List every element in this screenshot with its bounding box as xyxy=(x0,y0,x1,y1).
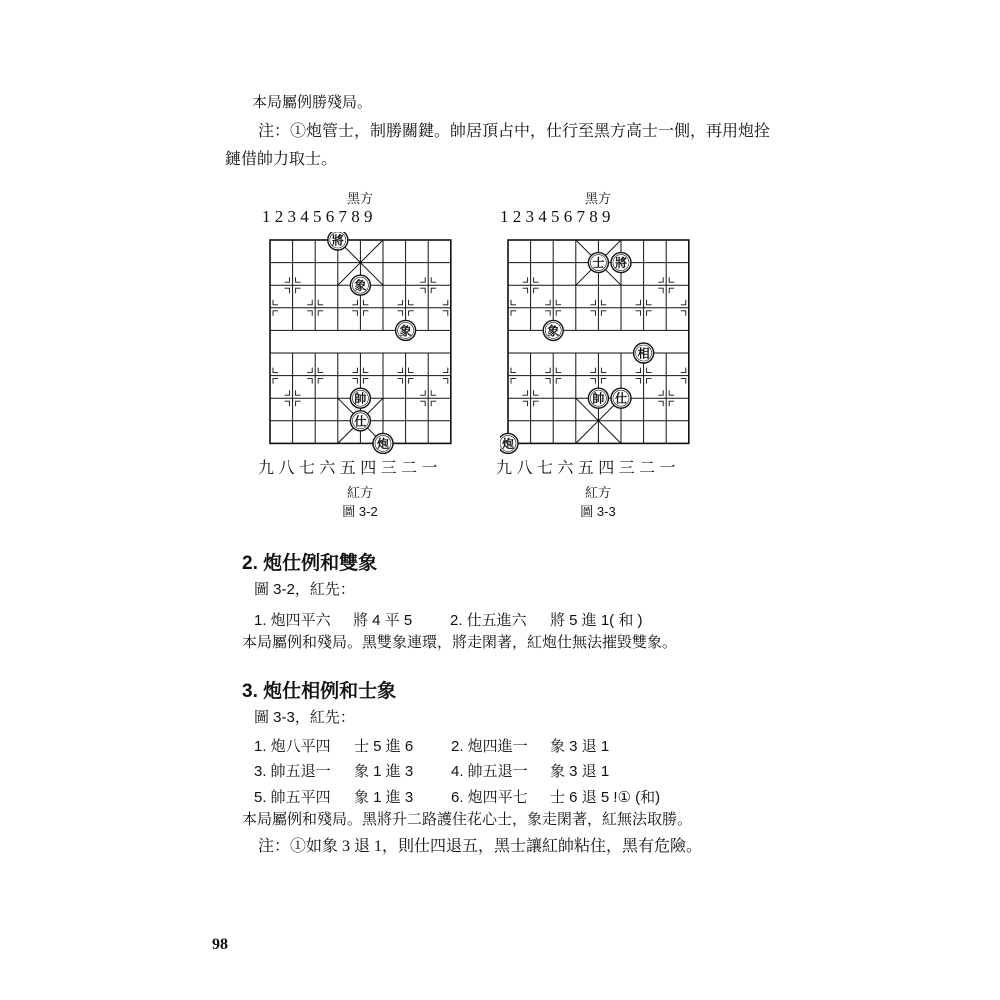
piece-black xyxy=(543,320,563,340)
s3-move-r1a: 1. 炮八平四 xyxy=(254,738,331,755)
piece-label: 炮 xyxy=(376,436,390,451)
piece-label: 將 xyxy=(331,233,344,248)
piece-label: 炮 xyxy=(501,436,515,451)
xiangqi-board-fig1 xyxy=(262,232,458,454)
piece-red xyxy=(588,388,608,408)
s2-move-1b: 將 4 平 5 xyxy=(353,612,413,629)
piece-label: 帥 xyxy=(354,391,367,406)
section2-heading: 2. 炮仕例和雙象 xyxy=(242,553,378,574)
piece-black xyxy=(588,253,608,273)
intro-note-line1: 注：①炮管士，制勝關鍵。帥居頂占中，仕行至黑方高士一側，再用炮拴 xyxy=(258,123,771,140)
piece-black xyxy=(611,253,631,273)
s3-move-r2b: 象 1 進 3 xyxy=(354,763,414,780)
s3-move-r2d: 象 3 退 1 xyxy=(550,763,610,780)
piece-red xyxy=(500,433,518,453)
intro-note-line2: 鏈借帥力取士。 xyxy=(225,151,338,168)
s3-move-r1b: 士 5 進 6 xyxy=(354,738,414,755)
fig1-top-numbers: 1 2 3 4 5 6 7 8 9 xyxy=(262,207,373,226)
s3-move-r3c: 6. 炮四平七 xyxy=(451,789,528,806)
fig1-bottom-label: 紅方 xyxy=(346,485,373,500)
piece-red xyxy=(373,433,393,453)
fig2-top-label: 黑方 xyxy=(584,191,611,206)
s3-move-r3d: 士 6 退 5 !① (和) xyxy=(550,789,661,806)
piece-label: 象 xyxy=(547,323,560,338)
piece-red xyxy=(350,411,370,431)
piece-red xyxy=(350,388,370,408)
fig1-caption: 圖 3-2 xyxy=(342,504,378,519)
s3-move-r2c: 4. 帥五退一 xyxy=(451,763,528,780)
page-number: 98 xyxy=(212,936,228,953)
piece-label: 仕 xyxy=(614,391,628,406)
piece-label: 帥 xyxy=(592,391,605,406)
piece-red xyxy=(634,343,654,363)
section3-note: 注：①如象 3 退 1，則仕四退五，黑士讓紅帥粘住，黑有危險。 xyxy=(258,838,703,855)
s2-move-2b: 將 5 進 1( 和 ) xyxy=(550,612,643,629)
intro-line: 本局屬例勝殘局。 xyxy=(252,94,373,111)
fig2-top-numbers: 1 2 3 4 5 6 7 8 9 xyxy=(500,207,611,226)
fig2-bottom-label: 紅方 xyxy=(584,485,611,500)
section3-heading: 3. 炮仕相例和士象 xyxy=(242,681,397,702)
piece-black xyxy=(350,275,370,295)
piece-red xyxy=(611,388,631,408)
piece-label: 士 xyxy=(592,256,605,271)
s2-move-2a: 2. 仕五進六 xyxy=(450,612,527,629)
piece-label: 象 xyxy=(354,278,367,293)
fig1-top-label: 黑方 xyxy=(346,191,373,206)
s3-move-r1c: 2. 炮四進一 xyxy=(451,738,528,755)
s3-move-r2a: 3. 帥五退一 xyxy=(254,763,331,780)
section3-summary: 本局屬例和殘局。黑將升二路護住花心士，象走閑著，紅無法取勝。 xyxy=(242,811,693,828)
fig1-bottom-numbers: 九 八 七 六 五 四 三 二 一 xyxy=(258,460,438,477)
s3-move-r3b: 象 1 進 3 xyxy=(354,789,414,806)
piece-label: 仕 xyxy=(354,414,367,429)
fig2-bottom-numbers: 九 八 七 六 五 四 三 二 一 xyxy=(496,460,676,477)
piece-label: 象 xyxy=(399,323,412,338)
section2-setup: 圖 3-2，紅先： xyxy=(254,581,355,598)
piece-label: 相 xyxy=(637,346,650,361)
fig2-caption: 圖 3-3 xyxy=(580,504,616,519)
s3-move-r3a: 5. 帥五平四 xyxy=(254,789,331,806)
section3-setup: 圖 3-3，紅先： xyxy=(254,709,355,726)
piece-black xyxy=(328,232,348,250)
s2-move-1a: 1. 炮四平六 xyxy=(254,612,331,629)
piece-black xyxy=(396,320,416,340)
xiangqi-board-fig2 xyxy=(500,232,696,454)
section2-summary: 本局屬例和殘局。黑雙象連環，將走閑著，紅炮仕無法摧毀雙象。 xyxy=(242,634,678,651)
s3-move-r1d: 象 3 退 1 xyxy=(550,738,610,755)
piece-label: 將 xyxy=(614,256,628,271)
